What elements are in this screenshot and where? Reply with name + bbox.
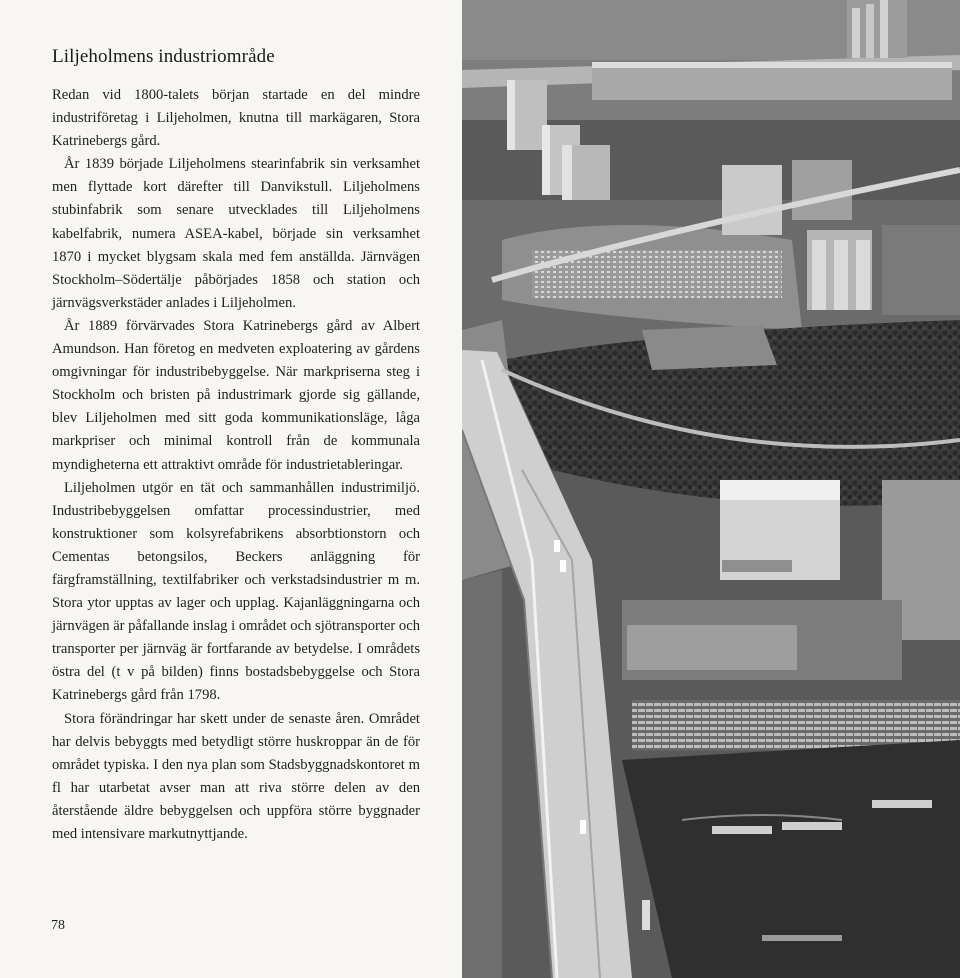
aerial-photo-illustration: [462, 0, 960, 978]
aerial-photo: [462, 0, 960, 978]
body-text: [52, 84, 420, 846]
text-column: [52, 46, 420, 846]
page-title: Liljeholmens industriområde: [52, 46, 275, 67]
paragraph-1: Redan vid 1800-talets början startade en del mindre industriföretag i Liljeholmen, knutna till markägaren, Stora Katrinebergs gård.: [52, 87, 420, 150]
paragraph-5: Stora förändringar har skett under de senaste åren. Området har delvis bebyggts med betydligt större huskroppar än de för området typiska. I den nya plan som Stadsbyggnadskontoret m fl har utarbetat avser man att riva större delen av den återstående äldre bebyggelsen och uppföra större byggnader med intensivare markutnyttjande.: [52, 710, 420, 842]
page-number: 78: [51, 918, 65, 933]
paragraph-2: År 1839 började Liljeholmens stearinfabrik sin verksamhet men flyttade kort därefter till Danvikstull. Liljeholmens stubinfabrik som senare utvecklades till Liljeholmens kabelfabrik, numera ASEA-kabel, började sin verksamhet 1870 i mycket blygsam skala med fem anställda. Järnvägen Stockholm–Södertälje påbörjades 1858 och station och järnvägsverkstäder anlades i Liljeholmen.: [52, 156, 420, 311]
paragraph-3: År 1889 förvärvades Stora Katrinebergs gård av Albert Amundson. Han företog en medveten exploatering av gårdens omgivningar för industribebyggelse. När markpriserna steg i Stockholm och bristen på industrimark gjorde sig gällande, blev Liljeholmen med sitt goda kommunikationsläge, låga markpriser och minimal kontroll från de kommunala myndigheterna ett attraktivt område för industrietableringar.: [52, 317, 420, 473]
paragraph-4: Liljeholmen utgör en tät och sammanhållen industrimiljö. Industribebyggelsen omfattar processindustrier, med konstruktioner som kolsyrefabrikens absorbtionstorn och Cementas betongsilos, Beckers anläggning för färgframställning, textilfabriker och verkstadsindustrier m m. Stora ytor upptas av lager och upplag. Kajanläggningarna och järnvägen är påfallande inslag i området och sjötransporter och transporter per järnväg är fortfarande av betydelse. I områdets östra del (t v på bilden) finns bostadsbebyggelse och Stora Katrinebergs gård från 1798.: [52, 479, 420, 704]
